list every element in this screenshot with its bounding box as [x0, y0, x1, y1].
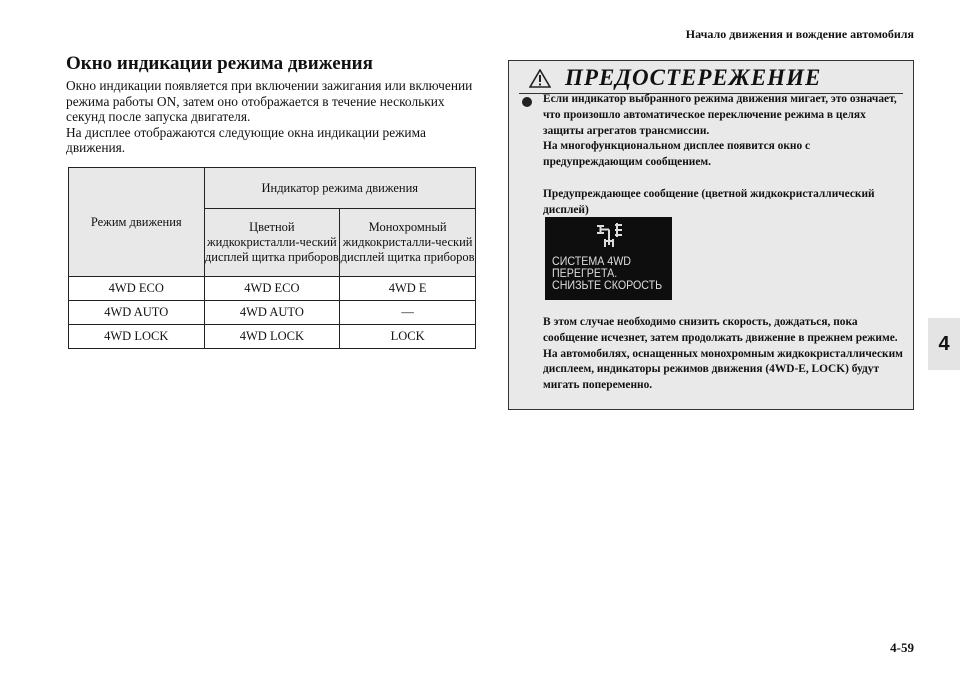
warning-text-block	[543, 92, 907, 171]
section-body	[66, 78, 476, 156]
table-cell: —	[340, 301, 476, 325]
header-mode: Режим движения	[69, 168, 205, 277]
warning-paragraph: Предупреждающее сообщение (цветной жидкокристаллический дисплей)	[543, 188, 875, 216]
table-cell: 4WD LOCK	[69, 325, 205, 349]
header-color-display: Цветной жидкокристалли-ческий дисплей щитка приборов	[204, 209, 340, 277]
warning-paragraph: Если индикатор выбранного режима движения мигает, это означает, что произошло автоматическое переключение режима в целях защиты агрегатов трансмиссии.	[543, 93, 897, 137]
page-number: 4-59	[890, 640, 914, 655]
section-title: Окно индикации режима движения	[66, 53, 373, 74]
table-cell: LOCK	[340, 325, 476, 349]
warning-paragraph: На многофункциональном дисплее появится окно с предупреждающим сообщением.	[543, 140, 811, 169]
table-cell: 4WD AUTO	[204, 301, 340, 325]
warning-caption	[543, 187, 907, 219]
warning-triangle-icon	[529, 69, 551, 88]
table-cell: 4WD LOCK	[204, 325, 340, 349]
table-cell: 4WD ECO	[204, 277, 340, 301]
table-cell: 4WD AUTO	[69, 301, 205, 325]
drive-mode-table	[68, 167, 476, 349]
screen-line: СИСТЕМА 4WD	[552, 255, 632, 268]
chapter-header: Начало движения и вождение автомобиля	[685, 27, 914, 41]
warning-box	[508, 60, 914, 410]
warning-title: ПРЕДОСТЕРЕЖЕНИЕ	[565, 65, 822, 90]
screen-message	[552, 256, 662, 292]
warning-paragraph: В этом случае необходимо снизить скорость, дождаться, пока сообщение исчезнет, затем продолжать движение в прежнем режиме.	[543, 316, 898, 344]
header-indicator: Индикатор режима движения	[204, 168, 476, 209]
body-paragraph: Окно индикации появляется при включении зажигания или включении режима работы ON, затем оно отображается в течение нескольких секунд после запуска двигателя.	[66, 78, 473, 125]
warning-text-block	[543, 315, 907, 394]
table-cell: 4WD E	[340, 277, 476, 301]
screen-line: СНИЗЬТЕ СКОРОСТЬ	[552, 279, 663, 292]
header-mono-display: Монохромный жидкокристалли-ческий дисплей щитка приборов	[340, 209, 476, 277]
body-paragraph: На дисплее отображаются следующие окна индикации режима движения.	[66, 124, 426, 156]
warning-header	[519, 65, 903, 94]
bullet-icon	[522, 97, 532, 107]
drivetrain-warning-icon	[595, 221, 625, 251]
table-cell: 4WD ECO	[69, 277, 205, 301]
warning-paragraph: На автомобилях, оснащенных монохромным жидкокристаллическим дисплеем, индикаторы режимов движения (4WD-E, LOCK) будут мигать попеременно.	[543, 347, 903, 392]
screen-line: ПЕРЕГРЕТА.	[552, 267, 618, 280]
warning-screen-image	[545, 217, 672, 300]
chapter-tab: 4	[928, 318, 960, 370]
